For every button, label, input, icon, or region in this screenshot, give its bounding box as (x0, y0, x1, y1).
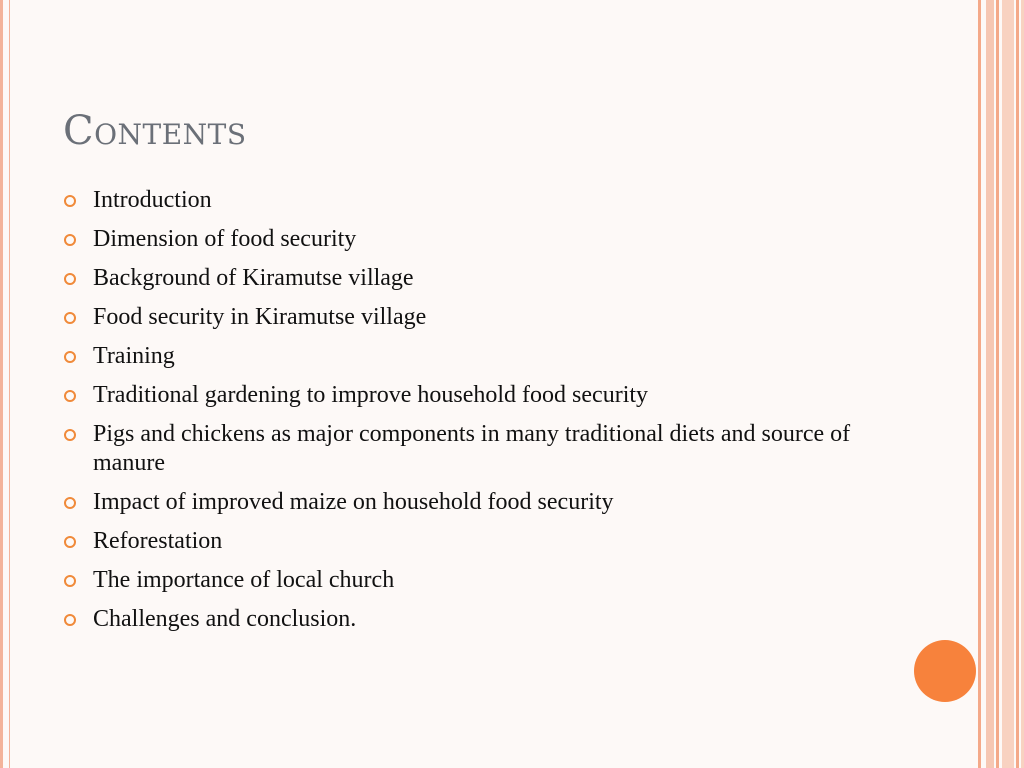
circle-bullet-icon (64, 351, 76, 363)
slide-title: Contents (63, 108, 247, 154)
list-item-label: Pigs and chickens as major components in many traditional diets and source of manure (93, 421, 851, 476)
decorative-circle (914, 640, 976, 702)
left-border-stripe (0, 0, 3, 768)
list-item-label: Training (93, 343, 175, 369)
circle-bullet-icon (64, 312, 76, 324)
circle-bullet-icon (64, 575, 76, 587)
left-border-stripe-thin (9, 0, 10, 768)
list-item-label: Reforestation (93, 528, 223, 554)
contents-list (63, 186, 923, 644)
right-border-stripe (978, 0, 981, 768)
circle-bullet-icon (64, 195, 76, 207)
list-item-label: The importance of local church (93, 567, 395, 593)
list-item (63, 342, 923, 371)
list-item-label: Dimension of food security (93, 226, 357, 252)
list-item (63, 303, 923, 332)
list-item (63, 225, 923, 254)
circle-bullet-icon (64, 614, 76, 626)
circle-bullet-icon (64, 536, 76, 548)
list-item-label: Traditional gardening to improve household food security (93, 382, 649, 408)
list-item (63, 420, 923, 478)
circle-bullet-icon (64, 390, 76, 402)
circle-bullet-icon (64, 273, 76, 285)
right-border-stripe (996, 0, 999, 768)
list-item-label: Challenges and conclusion. (93, 606, 357, 632)
circle-bullet-icon (64, 497, 76, 509)
right-border-stripe (1002, 0, 1014, 768)
list-item (63, 605, 923, 634)
right-border-stripe (986, 0, 994, 768)
right-border-stripe (1016, 0, 1019, 768)
list-item (63, 186, 923, 215)
list-item-label: Food security in Kiramutse village (93, 304, 427, 330)
circle-bullet-icon (64, 234, 76, 246)
list-item-label: Introduction (93, 187, 212, 213)
list-item (63, 527, 923, 556)
list-item-label: Impact of improved maize on household food security (93, 489, 614, 515)
circle-bullet-icon (64, 429, 76, 441)
list-item (63, 488, 923, 517)
list-item-label: Background of Kiramutse village (93, 265, 414, 291)
list-item (63, 566, 923, 595)
list-item (63, 381, 923, 410)
list-item (63, 264, 923, 293)
